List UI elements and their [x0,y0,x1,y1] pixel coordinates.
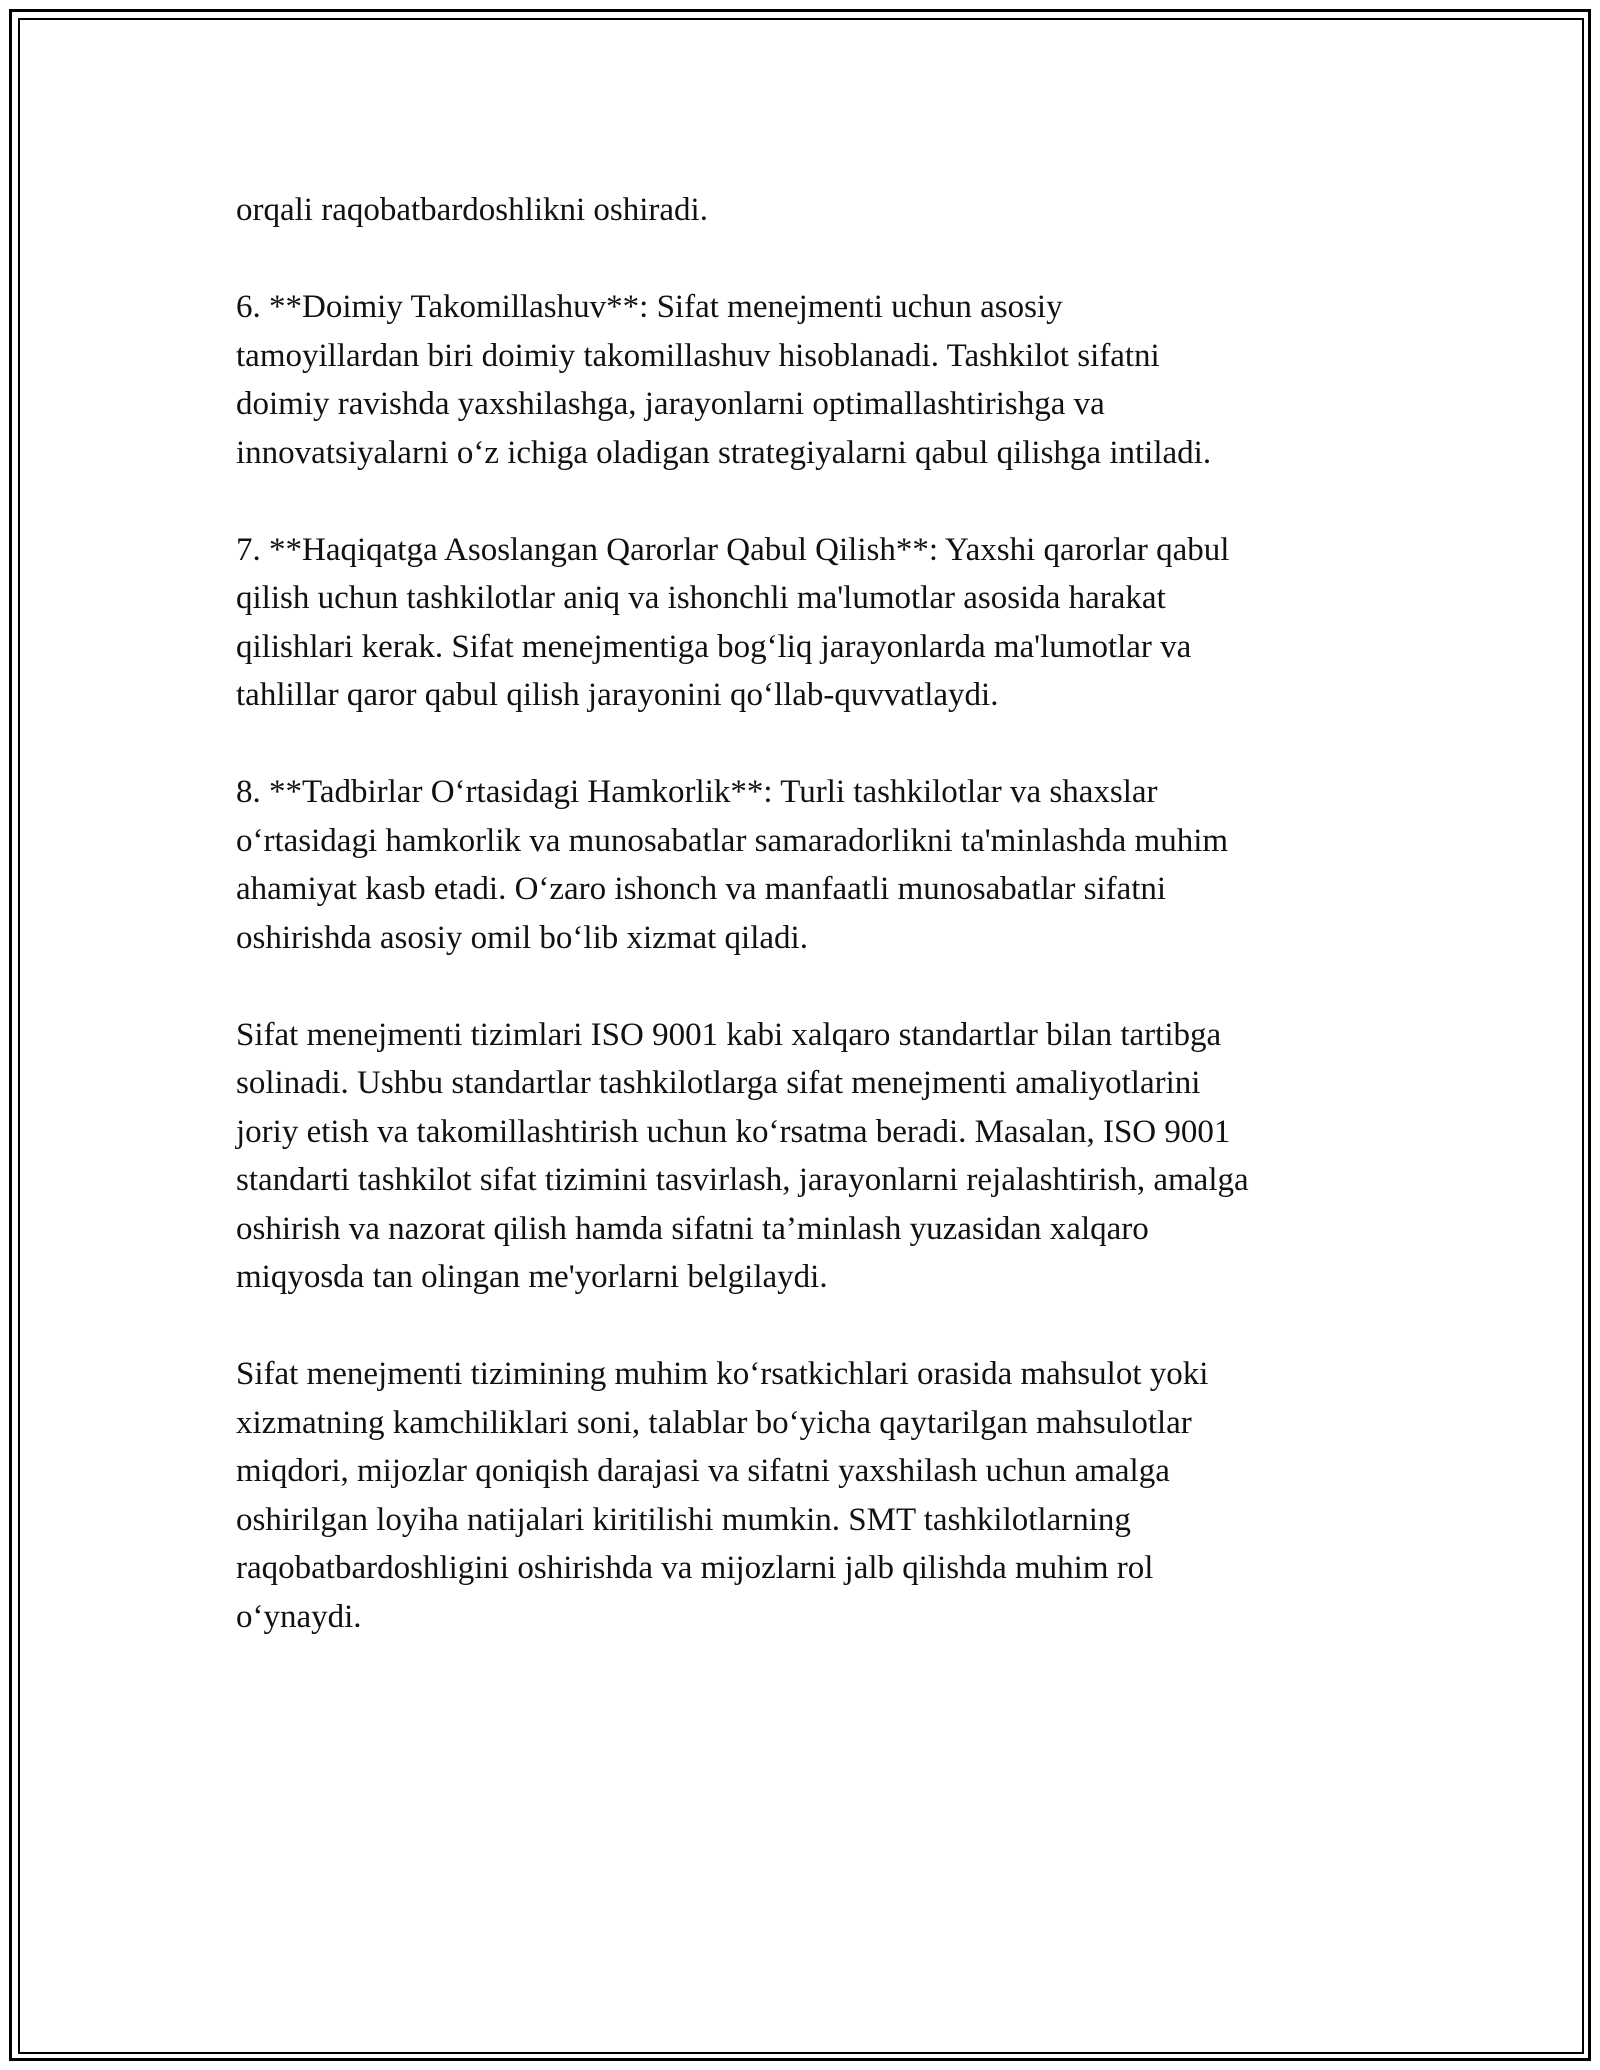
document-body [236,186,1386,1690]
paragraph-item-8: 8. **Tadbirlar O‘rtasidagi Hamkorlik**: Turli tashkilotlar va shaxslar o‘rtasidagi hamkorlik va munosabatlar samaradorlikni ta'minlashda muhim ahamiyat kasb etadi. O‘zaro ishonch va manfaatli munosabatlar sifatni oshirishda asosiy omil bo‘lib xizmat qiladi. [236,774,1229,956]
paragraph-item-6: 6. **Doimiy Takomillashuv**: Sifat menejmenti uchun asosiy tamoyillardan biri doimiy takomillashuv hisoblanadi. Tashkilot sifatni doimiy ravishda yaxshilashga, jarayonlarni optimallashtirishga va innovatsiyalarni o‘z ichiga oladigan strategiyalarni qabul qilishga intiladi. [236,289,1212,471]
paragraph-item-7: 7. **Haqiqatga Asoslangan Qarorlar Qabul Qilish**: Yaxshi qarorlar qabul qilish uchun tashkilotlar aniq va ishonchli ma'lumotlar asosida harakat qilishlari kerak. Sifat menejmentiga bog‘liq jarayonlarda ma'lumotlar va tahlillar qaror qabul qilish jarayonini qo‘llab-quvvatlaydi. [236,531,1230,713]
paragraph-continuation: orqali raqobatbardoshlikni oshiradi. [236,192,708,228]
paragraph-iso-9001: Sifat menejmenti tizimlari ISO 9001 kabi xalqaro standartlar bilan tartibga solinadi. Ushbu standartlar tashkilotlarga sifat menejmenti amaliyotlarini joriy etish va takomillashtirish uchun ko‘rsatma beradi. Masalan, ISO 9001 standarti tashkilot sifat tizimini tasvirlash, jarayonlarni rejalashtirish, amalga oshirish va nazorat qilish hamda sifatni ta’minlash yuzasidan xalqaro miqyosda tan olingan me'yorlarni belgilaydi. [236,1016,1249,1295]
paragraph-indicators: Sifat menejmenti tizimining muhim ko‘rsatkichlari orasida mahsulot yoki xizmatning kamchiliklari soni, talablar bo‘yicha qaytarilgan mahsulotlar miqdori, mijozlar qoniqish darajasi va sifatni yaxshilash uchun amalga oshirilgan loyiha natijalari kiritilishi mumkin. SMT tashkilotlarning raqobatbardoshligini oshirishda va mijozlarni jalb qilishda muhim rol o‘ynaydi. [236,1356,1209,1635]
